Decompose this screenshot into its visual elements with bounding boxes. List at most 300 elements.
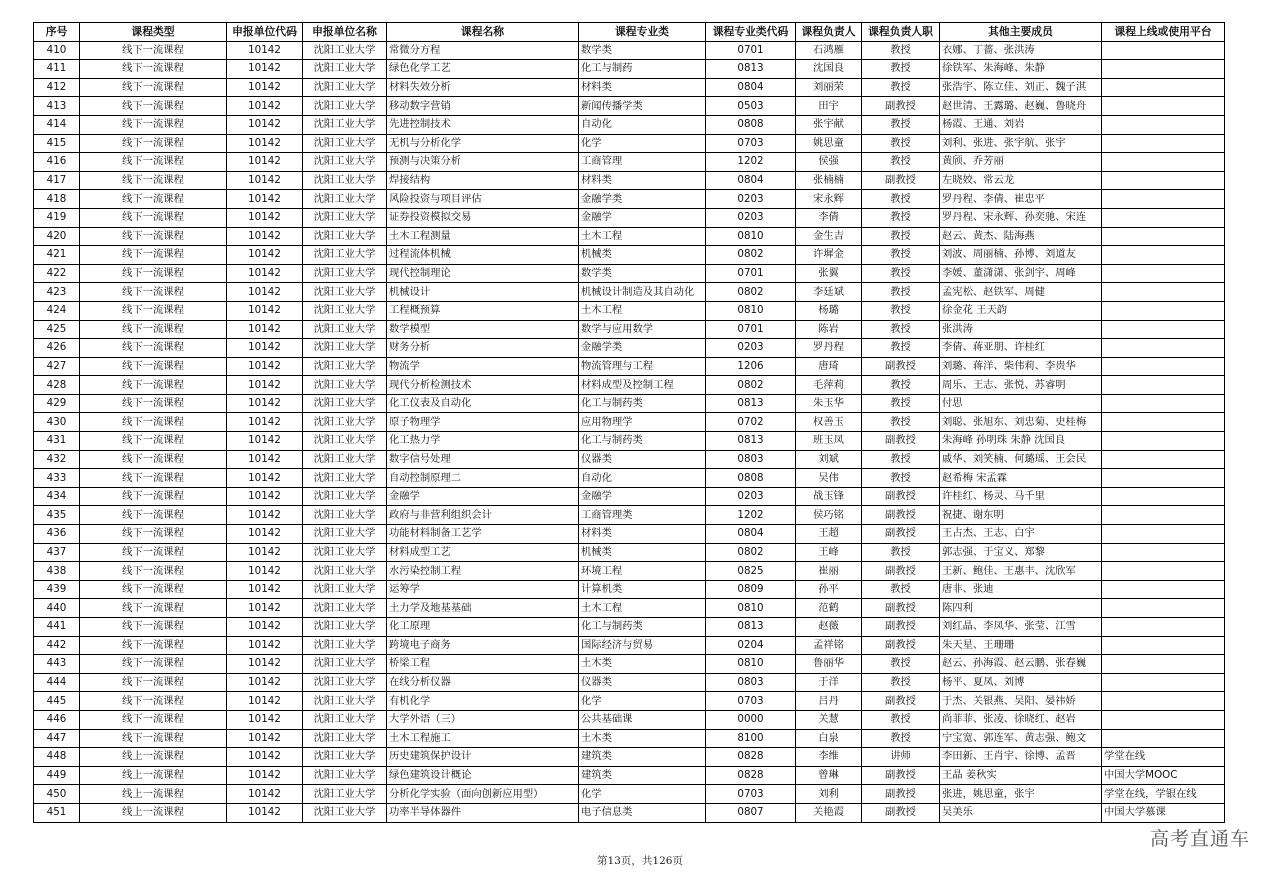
- table-row: [34, 580, 1225, 599]
- cell-index: 425: [34, 320, 80, 339]
- cell-course-type: 线下一流课程: [80, 618, 227, 637]
- cell-course-type: 线下一流课程: [80, 115, 227, 134]
- cell-major-code: 1206: [706, 357, 796, 376]
- cell-major-class: 建筑类: [579, 766, 706, 785]
- cell-index: 422: [34, 264, 80, 283]
- cell-course-type: 线下一流课程: [80, 246, 227, 265]
- cell-platform: [1102, 376, 1225, 395]
- col-header: 申报单位名称: [303, 23, 387, 42]
- cell-course-type: 线下一流课程: [80, 432, 227, 451]
- cell-leader-title: 教授: [862, 673, 940, 692]
- cell-leader: 权善玉: [796, 413, 862, 432]
- cell-major-code: 1202: [706, 153, 796, 172]
- cell-platform: [1102, 134, 1225, 153]
- cell-members: 周乐、王志、张悦、苏睿明: [940, 376, 1102, 395]
- cell-unit-code: 10142: [227, 153, 303, 172]
- cell-major-code: 0810: [706, 599, 796, 618]
- cell-major-code: 0802: [706, 283, 796, 302]
- cell-unit-name: 沈阳工业大学: [303, 487, 387, 506]
- cell-index: 419: [34, 208, 80, 227]
- cell-unit-name: 沈阳工业大学: [303, 618, 387, 637]
- cell-course-type: 线下一流课程: [80, 301, 227, 320]
- cell-major-class: 化工与制药类: [579, 394, 706, 413]
- table-row: [34, 41, 1225, 60]
- cell-unit-code: 10142: [227, 413, 303, 432]
- cell-leader: 关慧: [796, 710, 862, 729]
- cell-major-class: 化工与制药类: [579, 432, 706, 451]
- cell-major-class: 材料类: [579, 525, 706, 544]
- cell-unit-name: 沈阳工业大学: [303, 339, 387, 358]
- cell-members: 宁宝宽、郭连军、黄志强、鲍文: [940, 729, 1102, 748]
- cell-leader-title: 教授: [862, 729, 940, 748]
- cell-platform: 学堂在线，学银在线: [1102, 785, 1225, 804]
- cell-course-type: 线下一流课程: [80, 562, 227, 581]
- cell-course-type: 线下一流课程: [80, 283, 227, 302]
- cell-members: 左晓姣、常云龙: [940, 171, 1102, 190]
- cell-leader: 吕丹: [796, 692, 862, 711]
- cell-index: 428: [34, 376, 80, 395]
- cell-major-code: 0701: [706, 320, 796, 339]
- cell-unit-code: 10142: [227, 78, 303, 97]
- cell-unit-name: 沈阳工业大学: [303, 394, 387, 413]
- table-row: [34, 469, 1225, 488]
- cell-unit-name: 沈阳工业大学: [303, 543, 387, 562]
- cell-leader: 孟祥铭: [796, 636, 862, 655]
- cell-unit-code: 10142: [227, 766, 303, 785]
- cell-unit-name: 沈阳工业大学: [303, 525, 387, 544]
- cell-major-code: 0701: [706, 264, 796, 283]
- cell-course-name: 现代分析检测技术: [387, 376, 579, 395]
- cell-major-class: 材料成型及控制工程: [579, 376, 706, 395]
- cell-unit-code: 10142: [227, 487, 303, 506]
- cell-major-code: 0828: [706, 766, 796, 785]
- cell-index: 446: [34, 710, 80, 729]
- cell-leader: 张翼: [796, 264, 862, 283]
- cell-leader-title: 教授: [862, 60, 940, 79]
- cell-platform: [1102, 339, 1225, 358]
- cell-major-class: 计算机类: [579, 580, 706, 599]
- cell-unit-name: 沈阳工业大学: [303, 301, 387, 320]
- cell-index: 437: [34, 543, 80, 562]
- cell-major-class: 物流管理与工程: [579, 357, 706, 376]
- table-row: [34, 729, 1225, 748]
- cell-course-name: 移动数字营销: [387, 97, 579, 116]
- table-row: [34, 413, 1225, 432]
- cell-course-name: 证券投资模拟交易: [387, 208, 579, 227]
- table-row: [34, 60, 1225, 79]
- cell-course-name: 水污染控制工程: [387, 562, 579, 581]
- cell-platform: [1102, 208, 1225, 227]
- cell-course-type: 线下一流课程: [80, 78, 227, 97]
- cell-platform: [1102, 618, 1225, 637]
- table-row: [34, 748, 1225, 767]
- cell-members: 王新、鲍佳、王惠丰、沈欣军: [940, 562, 1102, 581]
- table-row: [34, 710, 1225, 729]
- cell-leader-title: 副教授: [862, 171, 940, 190]
- cell-unit-code: 10142: [227, 599, 303, 618]
- cell-course-name: 预测与决策分析: [387, 153, 579, 172]
- cell-index: 435: [34, 506, 80, 525]
- cell-unit-name: 沈阳工业大学: [303, 748, 387, 767]
- cell-platform: [1102, 692, 1225, 711]
- cell-index: 418: [34, 190, 80, 209]
- cell-major-class: 环境工程: [579, 562, 706, 581]
- cell-platform: [1102, 320, 1225, 339]
- cell-unit-code: 10142: [227, 171, 303, 190]
- cell-leader-title: 副教授: [862, 766, 940, 785]
- cell-members: 陈四利: [940, 599, 1102, 618]
- cell-leader-title: 副教授: [862, 432, 940, 451]
- cell-leader: 战玉锋: [796, 487, 862, 506]
- cell-major-code: 0203: [706, 208, 796, 227]
- cell-platform: [1102, 710, 1225, 729]
- cell-unit-name: 沈阳工业大学: [303, 264, 387, 283]
- cell-leader: 张宇献: [796, 115, 862, 134]
- cell-major-code: 0802: [706, 543, 796, 562]
- table-row: [34, 246, 1225, 265]
- cell-major-code: 0804: [706, 525, 796, 544]
- cell-leader-title: 教授: [862, 469, 940, 488]
- cell-leader-title: 教授: [862, 580, 940, 599]
- cell-members: 许桂红、杨灵、马千里: [940, 487, 1102, 506]
- cell-course-type: 线下一流课程: [80, 134, 227, 153]
- cell-leader-title: 副教授: [862, 525, 940, 544]
- cell-unit-name: 沈阳工业大学: [303, 673, 387, 692]
- cell-members: 刘红晶、李凤华、张莹、江雪: [940, 618, 1102, 637]
- cell-leader: 班玉凤: [796, 432, 862, 451]
- cell-unit-name: 沈阳工业大学: [303, 208, 387, 227]
- cell-leader-title: 教授: [862, 78, 940, 97]
- cell-leader-title: 教授: [862, 115, 940, 134]
- cell-index: 412: [34, 78, 80, 97]
- cell-unit-name: 沈阳工业大学: [303, 60, 387, 79]
- cell-unit-name: 沈阳工业大学: [303, 357, 387, 376]
- cell-members: 李倩、蒋亚朋、许桂红: [940, 339, 1102, 358]
- cell-course-type: 线下一流课程: [80, 320, 227, 339]
- cell-platform: [1102, 543, 1225, 562]
- cell-major-code: 0828: [706, 748, 796, 767]
- cell-unit-code: 10142: [227, 803, 303, 822]
- cell-unit-code: 10142: [227, 525, 303, 544]
- table-row: [34, 636, 1225, 655]
- cell-unit-code: 10142: [227, 60, 303, 79]
- cell-unit-name: 沈阳工业大学: [303, 190, 387, 209]
- cell-major-class: 材料类: [579, 78, 706, 97]
- cell-unit-name: 沈阳工业大学: [303, 376, 387, 395]
- cell-index: 424: [34, 301, 80, 320]
- course-table: [33, 22, 1225, 823]
- cell-unit-code: 10142: [227, 339, 303, 358]
- cell-course-type: 线下一流课程: [80, 580, 227, 599]
- cell-course-name: 过程流体机械: [387, 246, 579, 265]
- cell-unit-code: 10142: [227, 636, 303, 655]
- cell-platform: [1102, 190, 1225, 209]
- cell-major-code: 0802: [706, 246, 796, 265]
- cell-unit-code: 10142: [227, 543, 303, 562]
- cell-index: 420: [34, 227, 80, 246]
- cell-major-class: 化学: [579, 134, 706, 153]
- cell-unit-code: 10142: [227, 580, 303, 599]
- cell-leader: 张楠楠: [796, 171, 862, 190]
- cell-unit-code: 10142: [227, 655, 303, 674]
- cell-index: 430: [34, 413, 80, 432]
- cell-course-name: 政府与非营利组织会计: [387, 506, 579, 525]
- cell-course-type: 线下一流课程: [80, 190, 227, 209]
- cell-course-name: 自动控制原理二: [387, 469, 579, 488]
- cell-major-class: 土木类: [579, 729, 706, 748]
- cell-course-type: 线下一流课程: [80, 376, 227, 395]
- cell-leader: 王峰: [796, 543, 862, 562]
- cell-leader: 沈国良: [796, 60, 862, 79]
- cell-course-type: 线下一流课程: [80, 673, 227, 692]
- cell-course-name: 化工原理: [387, 618, 579, 637]
- cell-major-class: 金融学类: [579, 339, 706, 358]
- cell-major-code: 0813: [706, 394, 796, 413]
- cell-leader: 王超: [796, 525, 862, 544]
- cell-leader: 关艳霞: [796, 803, 862, 822]
- cell-members: 郭志强、于宝义、郑黎: [940, 543, 1102, 562]
- cell-course-type: 线下一流课程: [80, 357, 227, 376]
- cell-unit-code: 10142: [227, 320, 303, 339]
- table-row: [34, 357, 1225, 376]
- cell-members: 于杰、关银燕、吴阳、晏祎娇: [940, 692, 1102, 711]
- cell-unit-code: 10142: [227, 729, 303, 748]
- table-row: [34, 803, 1225, 822]
- cell-members: 刘聪、张旭东、刘忠菊、史桂梅: [940, 413, 1102, 432]
- cell-index: 436: [34, 525, 80, 544]
- cell-course-type: 线上一流课程: [80, 785, 227, 804]
- cell-course-name: 材料成型工艺: [387, 543, 579, 562]
- cell-index: 427: [34, 357, 80, 376]
- cell-major-code: 0813: [706, 60, 796, 79]
- cell-leader: 曾琳: [796, 766, 862, 785]
- col-header: 课程专业类: [579, 23, 706, 42]
- cell-major-code: 0803: [706, 673, 796, 692]
- cell-platform: [1102, 301, 1225, 320]
- table-row: [34, 227, 1225, 246]
- cell-unit-code: 10142: [227, 41, 303, 60]
- cell-unit-code: 10142: [227, 692, 303, 711]
- cell-leader: 金生吉: [796, 227, 862, 246]
- cell-leader: 吴伟: [796, 469, 862, 488]
- table-row: [34, 599, 1225, 618]
- cell-platform: [1102, 413, 1225, 432]
- table-body: [34, 41, 1225, 822]
- cell-major-code: 0808: [706, 115, 796, 134]
- cell-unit-name: 沈阳工业大学: [303, 729, 387, 748]
- cell-major-class: 化学: [579, 785, 706, 804]
- table-row: [34, 339, 1225, 358]
- cell-course-name: 土木工程测量: [387, 227, 579, 246]
- cell-major-code: 0802: [706, 376, 796, 395]
- cell-course-type: 线下一流课程: [80, 543, 227, 562]
- cell-unit-code: 10142: [227, 190, 303, 209]
- cell-major-class: 电子信息类: [579, 803, 706, 822]
- cell-unit-name: 沈阳工业大学: [303, 710, 387, 729]
- cell-leader: 刘丽荣: [796, 78, 862, 97]
- table-row: [34, 618, 1225, 637]
- cell-unit-name: 沈阳工业大学: [303, 506, 387, 525]
- cell-course-type: 线上一流课程: [80, 803, 227, 822]
- cell-major-code: 0204: [706, 636, 796, 655]
- cell-unit-code: 10142: [227, 301, 303, 320]
- cell-leader: 赵薇: [796, 618, 862, 637]
- cell-major-class: 土木工程: [579, 301, 706, 320]
- cell-leader: 侯强: [796, 153, 862, 172]
- cell-unit-name: 沈阳工业大学: [303, 227, 387, 246]
- cell-unit-code: 10142: [227, 432, 303, 451]
- table-row: [34, 692, 1225, 711]
- cell-leader: 宋永辉: [796, 190, 862, 209]
- cell-index: 416: [34, 153, 80, 172]
- cell-course-type: 线下一流课程: [80, 487, 227, 506]
- cell-leader: 刘斌: [796, 450, 862, 469]
- cell-platform: [1102, 246, 1225, 265]
- cell-leader-title: 教授: [862, 339, 940, 358]
- cell-course-type: 线下一流课程: [80, 208, 227, 227]
- cell-major-class: 机械设计制造及其自动化: [579, 283, 706, 302]
- cell-major-class: 土木类: [579, 655, 706, 674]
- cell-major-code: 0804: [706, 171, 796, 190]
- cell-course-type: 线下一流课程: [80, 227, 227, 246]
- cell-unit-code: 10142: [227, 115, 303, 134]
- cell-index: 432: [34, 450, 80, 469]
- cell-platform: [1102, 171, 1225, 190]
- cell-unit-name: 沈阳工业大学: [303, 766, 387, 785]
- cell-members: 尚菲菲、张凌、徐晓红、赵岩: [940, 710, 1102, 729]
- cell-index: 426: [34, 339, 80, 358]
- cell-platform: [1102, 599, 1225, 618]
- cell-major-code: 0703: [706, 134, 796, 153]
- cell-course-type: 线下一流课程: [80, 97, 227, 116]
- cell-platform: [1102, 655, 1225, 674]
- table-row: [34, 766, 1225, 785]
- cell-index: 445: [34, 692, 80, 711]
- cell-platform: 中国大学MOOC: [1102, 766, 1225, 785]
- cell-major-code: 0807: [706, 803, 796, 822]
- cell-course-type: 线下一流课程: [80, 692, 227, 711]
- cell-major-code: 1202: [706, 506, 796, 525]
- table-row: [34, 543, 1225, 562]
- table-row: [34, 134, 1225, 153]
- cell-unit-code: 10142: [227, 506, 303, 525]
- cell-major-code: 0810: [706, 227, 796, 246]
- cell-major-class: 土木工程: [579, 227, 706, 246]
- cell-leader: 石鸿雁: [796, 41, 862, 60]
- cell-unit-name: 沈阳工业大学: [303, 562, 387, 581]
- cell-major-class: 工商管理: [579, 153, 706, 172]
- cell-course-name: 功能材料制备工艺学: [387, 525, 579, 544]
- cell-unit-name: 沈阳工业大学: [303, 599, 387, 618]
- cell-course-type: 线下一流课程: [80, 41, 227, 60]
- cell-course-name: 风险投资与项目评估: [387, 190, 579, 209]
- cell-major-code: 0203: [706, 339, 796, 358]
- cell-major-code: 0813: [706, 432, 796, 451]
- cell-members: 付思: [940, 394, 1102, 413]
- cell-platform: [1102, 673, 1225, 692]
- cell-members: 王占杰、王志、白宇: [940, 525, 1102, 544]
- cell-leader-title: 副教授: [862, 357, 940, 376]
- cell-major-code: 0804: [706, 78, 796, 97]
- cell-course-type: 线下一流课程: [80, 264, 227, 283]
- cell-unit-code: 10142: [227, 357, 303, 376]
- cell-index: 442: [34, 636, 80, 655]
- cell-course-name: 有机化学: [387, 692, 579, 711]
- cell-unit-code: 10142: [227, 785, 303, 804]
- page-footer: 第13页，共126页: [597, 855, 683, 867]
- cell-unit-name: 沈阳工业大学: [303, 320, 387, 339]
- cell-leader-title: 教授: [862, 134, 940, 153]
- cell-platform: [1102, 506, 1225, 525]
- table-row: [34, 208, 1225, 227]
- cell-members: 张进，姚思童，张宇: [940, 785, 1102, 804]
- cell-index: 449: [34, 766, 80, 785]
- cell-course-type: 线下一流课程: [80, 60, 227, 79]
- cell-course-name: 大学外语（三）: [387, 710, 579, 729]
- cell-members: 徐铁军、朱海峰、朱静: [940, 60, 1102, 79]
- cell-major-code: 0503: [706, 97, 796, 116]
- cell-course-type: 线下一流课程: [80, 394, 227, 413]
- cell-index: 444: [34, 673, 80, 692]
- cell-leader-title: 副教授: [862, 599, 940, 618]
- cell-course-name: 财务分析: [387, 339, 579, 358]
- cell-course-type: 线下一流课程: [80, 710, 227, 729]
- cell-course-name: 数学模型: [387, 320, 579, 339]
- cell-course-name: 金融学: [387, 487, 579, 506]
- cell-index: 433: [34, 469, 80, 488]
- cell-major-code: 0702: [706, 413, 796, 432]
- cell-major-class: 化工与制药类: [579, 618, 706, 637]
- cell-index: 431: [34, 432, 80, 451]
- cell-unit-name: 沈阳工业大学: [303, 41, 387, 60]
- cell-leader: 许墀金: [796, 246, 862, 265]
- cell-leader-title: 教授: [862, 246, 940, 265]
- cell-unit-code: 10142: [227, 283, 303, 302]
- col-header: 课程负责人职: [862, 23, 940, 42]
- cell-leader: 朱玉华: [796, 394, 862, 413]
- cell-major-class: 土木工程: [579, 599, 706, 618]
- cell-platform: [1102, 394, 1225, 413]
- cell-leader: 鲁丽华: [796, 655, 862, 674]
- cell-leader: 李维: [796, 748, 862, 767]
- cell-members: 赵云、孙海霞、赵云鹏、张春巍: [940, 655, 1102, 674]
- cell-leader-title: 教授: [862, 655, 940, 674]
- cell-course-name: 化工热力学: [387, 432, 579, 451]
- cell-leader-title: 教授: [862, 301, 940, 320]
- cell-unit-name: 沈阳工业大学: [303, 153, 387, 172]
- cell-unit-name: 沈阳工业大学: [303, 636, 387, 655]
- table-row: [34, 153, 1225, 172]
- cell-course-name: 材料失效分析: [387, 78, 579, 97]
- cell-leader-title: 副教授: [862, 562, 940, 581]
- cell-platform: [1102, 264, 1225, 283]
- cell-unit-code: 10142: [227, 450, 303, 469]
- table-row: [34, 320, 1225, 339]
- table-row: [34, 525, 1225, 544]
- cell-leader-title: 副教授: [862, 636, 940, 655]
- cell-unit-code: 10142: [227, 227, 303, 246]
- cell-index: 423: [34, 283, 80, 302]
- cell-course-type: 线上一流课程: [80, 748, 227, 767]
- cell-index: 411: [34, 60, 80, 79]
- cell-unit-name: 沈阳工业大学: [303, 692, 387, 711]
- cell-members: 赵世清、王露璐、赵巍、鲁晓舟: [940, 97, 1102, 116]
- cell-platform: [1102, 636, 1225, 655]
- cell-platform: [1102, 97, 1225, 116]
- table-row: [34, 655, 1225, 674]
- cell-course-name: 分析化学实验（面向创新应用型）: [387, 785, 579, 804]
- cell-course-type: 线下一流课程: [80, 171, 227, 190]
